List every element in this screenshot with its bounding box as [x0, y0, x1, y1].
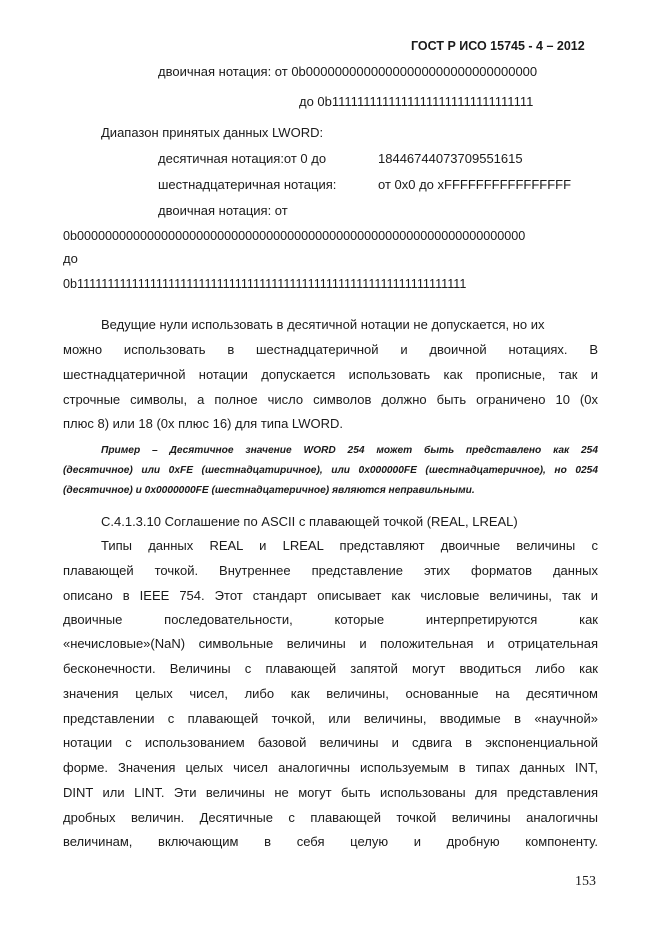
paragraph1-line: Ведущие нули использовать в десятичной нотации не допускается, но их — [101, 317, 545, 332]
decimal-value: 18446744073709551615 — [378, 151, 523, 166]
decimal-label: десятичная нотация:от 0 до — [158, 151, 327, 166]
paragraph2-line: значения целых чисел, либо как величины, основанные на десятичном — [63, 686, 598, 701]
paragraph2-line: форме. Значения целых чисел аналогичны используемым в типах данных INT, — [63, 760, 598, 775]
binary-to-word: до — [63, 251, 78, 266]
binary-label: двоичная нотация: от — [158, 203, 288, 218]
binary-to-line: до 0b11111111111111111111111111111111 — [299, 94, 534, 109]
paragraph2-line: DINT или LINT. Эти величины не могут быть использованы для представления — [63, 785, 598, 800]
hex-value: от 0x0 до xFFFFFFFFFFFFFFFF — [378, 177, 572, 192]
paragraph2-line: бесконечности. Величины с плавающей запятой могут вводиться либо как — [63, 661, 598, 676]
paragraph2-line: «нечисловые»(NaN) символьные величины и положительная и отрицательная — [63, 636, 598, 651]
example-note-line: Пример – Десятичное значение WORD 254 может быть представлено как 254 — [101, 445, 598, 456]
binary-ones: 0b1111111111111111111111111111111111111111111111111111111111111111 — [63, 277, 467, 291]
paragraph1-line: строчные символы, а полное число символов должно быть ограничено 10 (0x — [63, 392, 598, 407]
paragraph2-line: двоичные последовательности, которые интерпретируются как — [63, 612, 598, 627]
paragraph2-line: представлении с плавающей точкой, или величины, вводимые в «научной» — [63, 711, 598, 726]
paragraph2-line: дробных величин. Десятичные с плавающей точкой величины аналогичны — [63, 810, 598, 825]
paragraph2-line: величинам, включающим в себя целую и дробную компоненту. — [63, 834, 598, 849]
example-note-line: (десятичное) и 0x0000000FE (шестнадцатеричное) являются неправильными. — [63, 485, 475, 496]
section-heading: С.4.1.3.10 Соглашение по ASCII с плавающей точкой (REAL, LREAL) — [101, 514, 518, 529]
paragraph2-line: плавающей точкой. Внутреннее представление этих форматов данных — [63, 563, 598, 578]
standard-header: ГОСТ Р ИСО 15745 - 4 – 2012 — [411, 39, 585, 53]
example-note-line: (десятичное) или 0xFE (шестнадцатиричное), или 0x000000FE (шестнадцатеричное), но 0254 — [63, 465, 598, 476]
paragraph2-line: нотации с использованием базовой величины и сдвига в экспоненциальной — [63, 735, 598, 750]
page-number: 153 — [575, 874, 596, 889]
paragraph1-line: можно использовать в шестнадцатеричной и двоичной нотациях. В — [63, 342, 598, 357]
binary-zeros: 0b0000000000000000000000000000000000000000000000000000000000000000 — [63, 229, 526, 243]
paragraph2-line: описано в IEEE 754. Этот стандарт описывает как числовые величины, так и — [63, 588, 598, 603]
binary-from-line: двоичная нотация: от 0b00000000000000000000000000000000 — [158, 64, 538, 79]
paragraph1-line: шестнадцатеричной нотации допускается использовать как прописные, так и — [63, 367, 598, 382]
lword-range-title: Диапазон принятых данных LWORD: — [101, 125, 324, 140]
paragraph1-line: плюс 8) или 18 (0x плюс 16) для типа LWORD. — [63, 416, 343, 431]
hex-label: шестнадцатеричная нотация: — [158, 177, 337, 192]
paragraph2-line: Типы данных REAL и LREAL представляют двоичные величины с — [101, 538, 598, 553]
